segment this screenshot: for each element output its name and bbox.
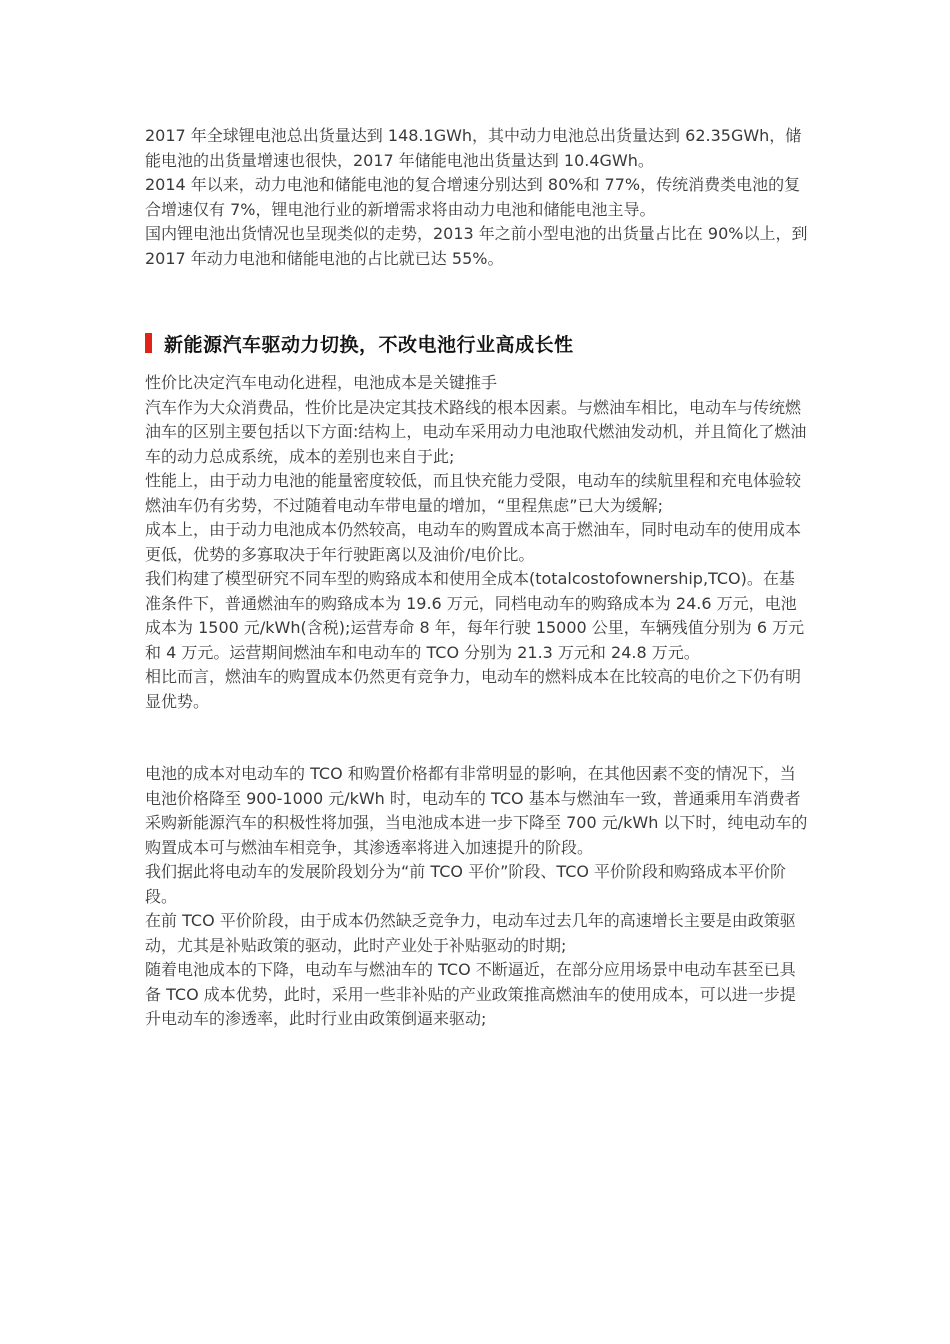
section-spacer xyxy=(145,714,810,762)
tail-paragraph-3: 在前 TCO 平价阶段，由于成本仍然缺乏竞争力，电动车过去几年的高速增长主要是由政策驱动，尤其是补贴政策的驱动，此时产业处于补贴驱动的时期; xyxy=(145,911,796,955)
section-paragraph-2: 汽车作为大众消费品，性价比是决定其技术路线的根本因素。与燃油车相比，电动车与传统燃油车的区别主要包括以下方面:结构上，电动车采用动力电池取代燃油发动机，并且简化了燃油车的动力总成系统，成本的差别也来自于此; xyxy=(145,397,807,466)
tail-paragraph-1: 电池的成本对电动车的 TCO 和购置价格都有非常明显的影响，在其他因素不变的情况下，当电池价格降至 900-1000 元/kWh 时，电动车的 TCO 基本与燃油车一致，普通乘用车消费者采购新能源汽车的积极性将加强，当电池成本进一步下降至 700 元/kWh 以下时，纯电动车的购置成本可与燃油车相竞争，其渗透率将进入加速提升的阶段。 xyxy=(145,764,808,857)
section-paragraph-3: 性能上，由于动力电池的能量密度较低，而且快充能力受限，电动车的续航里程和充电体验较燃油车仍有劣势，不过随着电动车带电量的增加，“里程焦虑”已大为缓解; xyxy=(145,471,802,515)
document-body xyxy=(145,124,810,1032)
section-paragraph-5: 我们构建了模型研究不同车型的购臵成本和使用全成本(totalcostofownership,TCO)。在基准条件下，普通燃油车的购臵成本为 19.6 万元，同档电动车的购臵成本为 24.6 万元，电池成本为 1500 元/kWh(含税);运营寿命 8 年，每年行驶 15000 公里，车辆残值分别为 6 万元和 4 万元。运营期间燃油车和电动车的 TCO 分别为 21.3 万元和 24.8 万元。 xyxy=(145,569,805,662)
section-paragraph-4: 成本上，由于动力电池成本仍然较高，电动车的购置成本高于燃油车，同时电动车的使用成本更低，优势的多寡取决于年行驶距离以及油价/电价比。 xyxy=(145,520,802,564)
intro-paragraph-1: 2017 年全球锂电池总出货量达到 148.1GWh，其中动力电池总出货量达到 62.35GWh，储能电池的出货量增速也很快，2017 年储能电池出货量达到 10.4GWh。 xyxy=(145,126,802,170)
tail-paragraph-4: 随着电池成本的下降，电动车与燃油车的 TCO 不断逼近，在部分应用场景中电动车甚至已具备 TCO 成本优势，此时，采用一些非补贴的产业政策推高燃油车的使用成本，可以进一步提升电动车的渗透率，此时行业由政策倒逼来驱动; xyxy=(145,960,796,1028)
intro-paragraph-3: 国内锂电池出货情况也呈现类似的走势，2013 年之前小型电池的出货量占比在 90%以上，到 2017 年动力电池和储能电池的占比就已达 55%。 xyxy=(145,224,808,268)
section-heading xyxy=(145,329,810,357)
section-paragraph-6: 相比而言，燃油车的购置成本仍然更有竞争力，电动车的燃料成本在比较高的电价之下仍有明显优势。 xyxy=(145,667,802,711)
section-paragraph-1: 性价比决定汽车电动化进程，电池成本是关键推手 xyxy=(145,373,498,392)
heading-marker-bar xyxy=(145,333,152,353)
section-heading-text: 新能源汽车驱动力切换，不改电池行业高成长性 xyxy=(164,333,574,356)
intro-paragraph-2: 2014 年以来，动力电池和储能电池的复合增速分别达到 80%和 77%，传统消费类电池的复合增速仅有 7%，锂电池行业的新增需求将由动力电池和储能电池主导。 xyxy=(145,175,801,219)
tail-paragraph-2: 我们据此将电动车的发展阶段划分为“前 TCO 平价”阶段、TCO 平价阶段和购臵成本平价阶段。 xyxy=(145,862,787,906)
